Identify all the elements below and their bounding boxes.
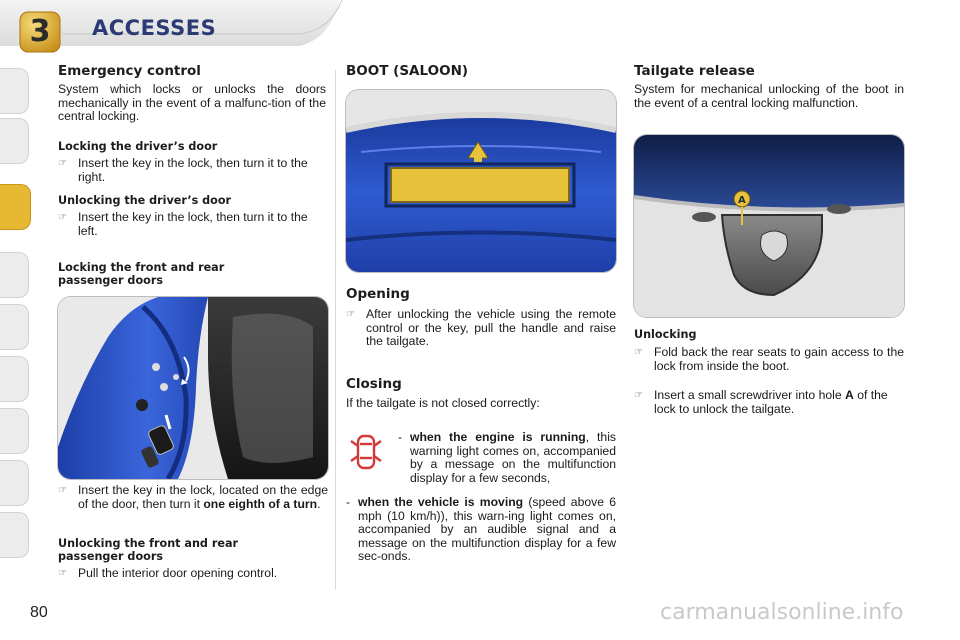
lock-rear-title: Locking the front and rear passenger doors bbox=[58, 261, 225, 287]
unlocking-step-1: ☞ Fold back the rear seats to gain access to the lock from inside the boot. bbox=[634, 345, 904, 373]
chapter-number: 3 bbox=[29, 14, 51, 49]
tailgate-release-intro: System for mechanical unlocking of the boot in the event of a central locking malfunction. bbox=[634, 82, 904, 110]
closing-title: Closing bbox=[346, 376, 402, 392]
emergency-control-title: Emergency control bbox=[58, 63, 201, 79]
chapter-badge bbox=[18, 10, 62, 54]
unlocking-step-2: ☞ Insert a small screwdriver into hole A of the lock to unlock the tailgate. bbox=[634, 388, 888, 416]
pointing-hand-icon: ☞ bbox=[346, 309, 355, 320]
watermark: carmanualsonline.info bbox=[660, 600, 904, 625]
emergency-control-intro: System which locks or unlocks the doors mechanically in the event of a malfunc-tion of the central locking. bbox=[58, 82, 326, 124]
opening-title: Opening bbox=[346, 286, 410, 302]
unlock-driver-title: Unlocking the driver’s door bbox=[58, 194, 232, 207]
opening-step: ☞ After unlocking the vehicle using the remote control or the key, pull the handle and raise the tailgate. bbox=[346, 307, 616, 349]
closing-intro: If the tailgate is not closed correctly: bbox=[346, 396, 540, 410]
tailgate-lock-photo bbox=[633, 134, 905, 318]
pointing-hand-icon: ☞ bbox=[58, 485, 67, 496]
side-tab-6[interactable] bbox=[0, 356, 29, 402]
chapter-title: ACCESSES bbox=[92, 16, 217, 40]
pointing-hand-icon: ☞ bbox=[58, 158, 67, 169]
closing-item-moving: - when the vehicle is moving (speed above 6 mph (10 km/h)), this warn-ing light comes on, accompanied by an audible signal and a message on the multifunction display for a few sec-onds. bbox=[346, 495, 616, 564]
pointing-hand-icon: ☞ bbox=[58, 212, 67, 223]
side-tab-7[interactable] bbox=[0, 408, 29, 454]
side-tab-5[interactable] bbox=[0, 304, 29, 350]
lock-driver-step: ☞ Insert the key in the lock, then turn it to the right. bbox=[58, 156, 308, 184]
door-lock-photo bbox=[57, 296, 329, 480]
lock-driver-title: Locking the driver’s door bbox=[58, 140, 218, 153]
side-tab-9[interactable] bbox=[0, 512, 29, 558]
unlock-driver-step: ☞ Insert the key in the lock, then turn it to the left. bbox=[58, 210, 308, 238]
page-number: 80 bbox=[30, 604, 48, 621]
tailgate-release-title: Tailgate release bbox=[634, 63, 755, 79]
open-doors-warning-icon bbox=[346, 430, 386, 474]
side-tab-3-active[interactable] bbox=[0, 184, 31, 230]
unlocking-title: Unlocking bbox=[634, 328, 697, 341]
boot-title: BOOT (SALOON) bbox=[346, 63, 469, 79]
unlock-rear-title: Unlocking the front and rear passenger doors bbox=[58, 537, 239, 563]
lock-rear-step: ☞ Insert the key in the lock, located on the edge of the door, then turn it one eighth of a turn. bbox=[58, 483, 328, 511]
pointing-hand-icon: ☞ bbox=[634, 347, 643, 358]
side-tab-2[interactable] bbox=[0, 118, 29, 164]
pointing-hand-icon: ☞ bbox=[58, 568, 67, 579]
boot-handle-photo bbox=[345, 89, 617, 273]
column-divider bbox=[335, 70, 336, 590]
side-tab-1[interactable] bbox=[0, 68, 29, 114]
closing-item-engine: - when the engine is running, this warning light comes on, accompanied by a message on the multifunction display for a few seconds, bbox=[398, 430, 617, 485]
unlock-rear-step: ☞ Pull the interior door opening control. bbox=[58, 566, 278, 580]
hole-a-label: A bbox=[738, 195, 746, 206]
pointing-hand-icon: ☞ bbox=[634, 390, 643, 401]
side-tab-8[interactable] bbox=[0, 460, 29, 506]
side-tab-4[interactable] bbox=[0, 252, 29, 298]
